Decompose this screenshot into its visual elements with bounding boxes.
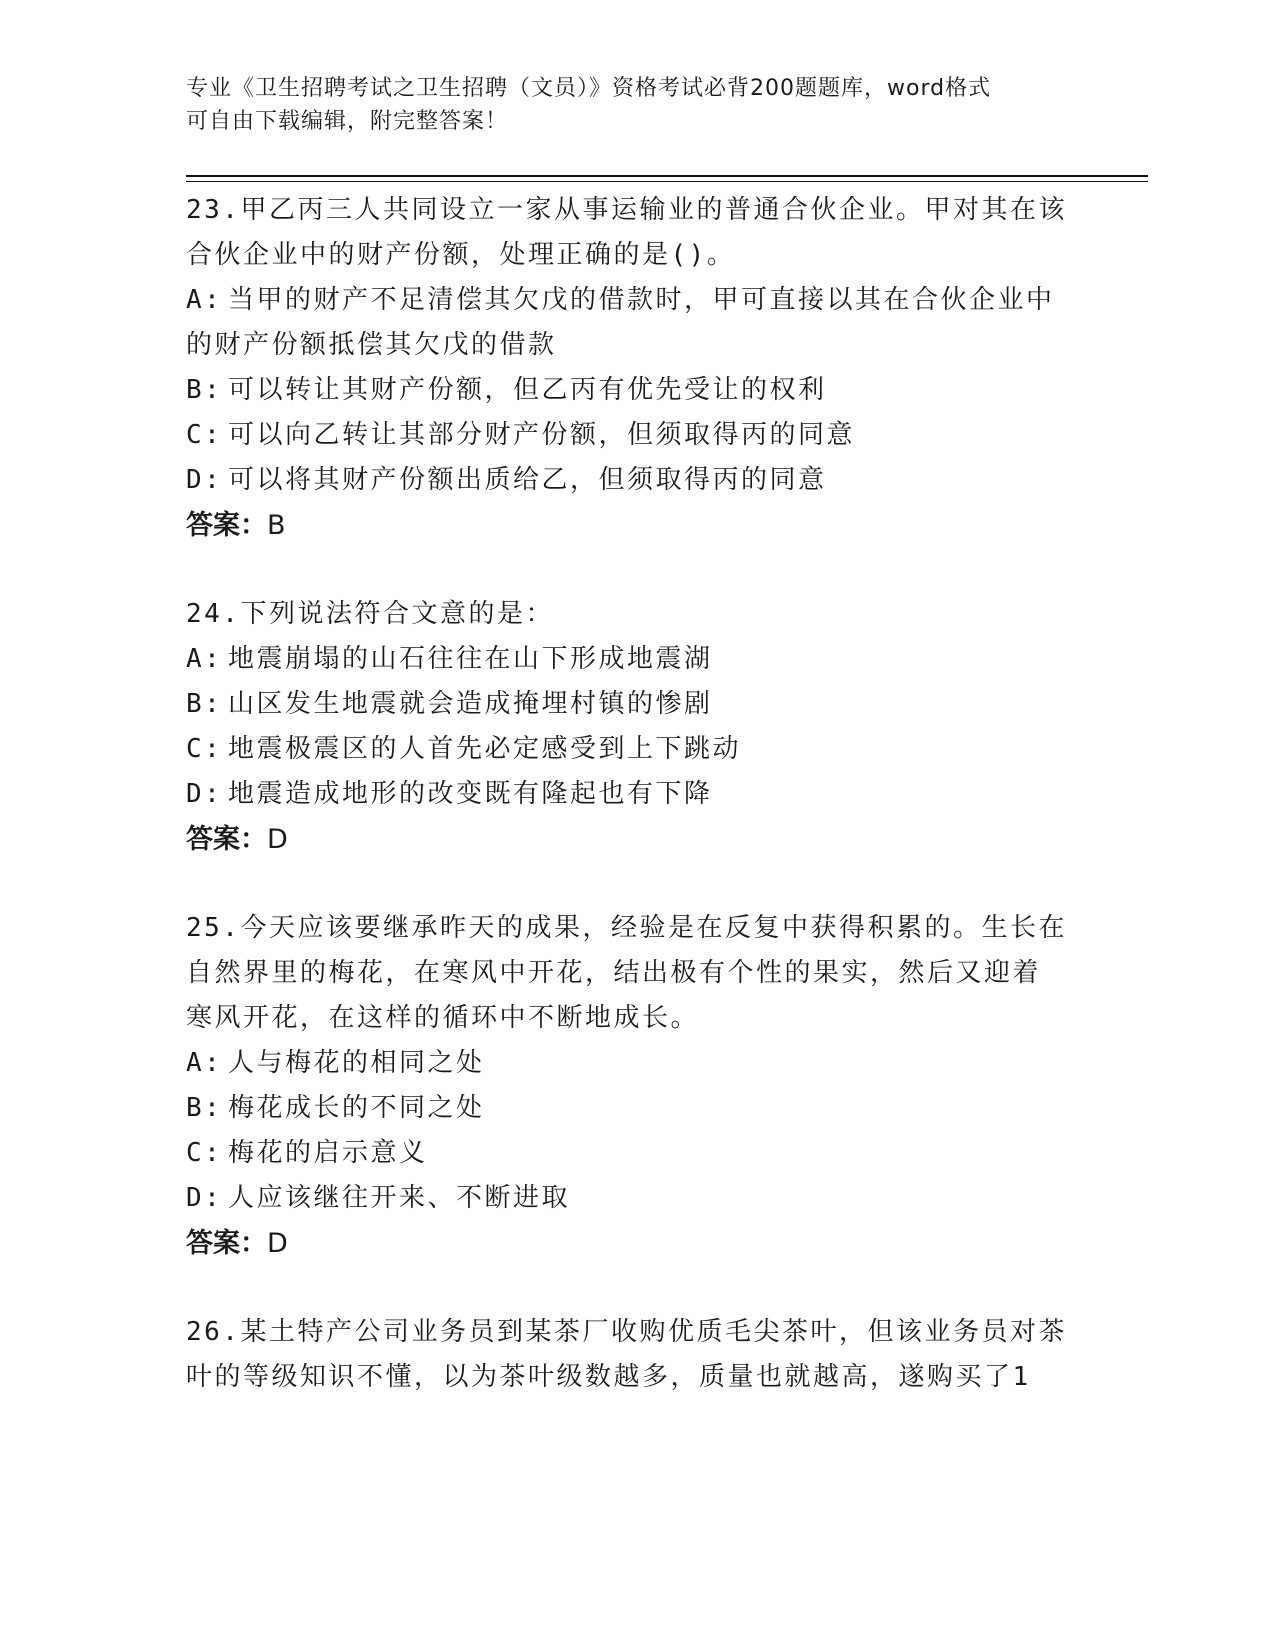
option-c [186,413,1076,458]
answer-value: B [267,510,286,541]
option-d [186,458,1076,503]
answer-label: 答案： [186,1228,267,1259]
header-line: 可自由下载编辑，附完整答案！ [186,109,509,134]
option-c [186,1131,1076,1176]
option-text: 梅花的启示意义 [228,1138,428,1168]
question-stem-line: 26.某土特产公司业务员到某茶厂收购优质毛尖茶叶，但该业务员对茶 [186,1317,1067,1347]
option-text: 梅花成长的不同之处 [228,1093,485,1123]
option-letter: B: [186,375,223,405]
option-text: 当甲的财产不足清偿其欠戊的借款时，甲可直接以其在合伙企业中 [228,285,1055,315]
question-stem-line: 25.今天应该要继承昨天的成果，经验是在反复中获得积累的。生长在 [186,913,1067,943]
question-spacer [186,1266,1076,1310]
option-text: 山区发生地震就会造成掩埋村镇的惨剧 [228,689,713,719]
header-divider-thick [186,175,1148,177]
question-list [186,188,1076,1400]
header-divider-thin [186,181,1148,182]
document-header [186,72,1076,138]
answer-line [186,503,1076,548]
answer-line [186,817,1076,862]
question-stem-line: 寒风开花，在这样的循环中不断地成长。 [186,1003,700,1033]
answer-value: D [267,824,288,855]
answer-line [186,1221,1076,1266]
question-stem-line: 24.下列说法符合文意的是： [186,599,554,629]
option-letter: B: [186,689,223,719]
option-a-continued: 的财产份额抵偿其欠戊的借款 [186,330,557,360]
option-letter: C: [186,1138,223,1168]
question-stem-line: 叶的等级知识不懂，以为茶叶级数越多，质量也就越高，遂购买了1 [186,1362,1031,1392]
option-letter: D: [186,465,223,495]
option-a [186,637,1076,682]
option-b [186,368,1076,413]
question-item [186,188,1076,548]
option-d [186,772,1076,817]
option-a [186,1041,1076,1086]
question-spacer [186,548,1076,592]
answer-value: D [267,1228,288,1259]
option-letter: A: [186,285,223,315]
option-text: 可以向乙转让其部分财产份额，但须取得丙的同意 [228,420,856,450]
option-letter: D: [186,779,223,809]
option-text: 地震崩塌的山石往往在山下形成地震湖 [228,644,713,674]
option-text: 地震极震区的人首先必定感受到上下跳动 [228,734,742,764]
question-item [186,592,1076,862]
question-stem-line: 23.甲乙丙三人共同设立一家从事运输业的普通合伙企业。甲对其在该 [186,195,1067,225]
question-item [186,1310,1076,1400]
question-item [186,906,1076,1266]
option-b [186,1086,1076,1131]
option-letter: B: [186,1093,223,1123]
option-a [186,278,1076,323]
option-b [186,682,1076,727]
header-line: 专业《卫生招聘考试之卫生招聘（文员）》资格考试必背200题题库，word格式 [186,76,992,101]
option-letter: C: [186,734,223,764]
option-letter: C: [186,420,223,450]
option-letter: A: [186,1048,223,1078]
option-d [186,1176,1076,1221]
option-text: 地震造成地形的改变既有隆起也有下降 [228,779,713,809]
question-stem-line: 合伙企业中的财产份额，处理正确的是()。 [186,240,736,270]
answer-label: 答案： [186,824,267,855]
option-letter: D: [186,1183,223,1213]
question-stem-line: 自然界里的梅花，在寒风中开花，结出极有个性的果实，然后又迎着 [186,958,1042,988]
option-letter: A: [186,644,223,674]
question-spacer [186,862,1076,906]
answer-label: 答案： [186,510,267,541]
option-text: 人与梅花的相同之处 [228,1048,485,1078]
option-c [186,727,1076,772]
option-text: 可以转让其财产份额，但乙丙有优先受让的权利 [228,375,827,405]
option-text: 可以将其财产份额出质给乙，但须取得丙的同意 [228,465,827,495]
option-text: 人应该继往开来、不断进取 [228,1183,571,1213]
